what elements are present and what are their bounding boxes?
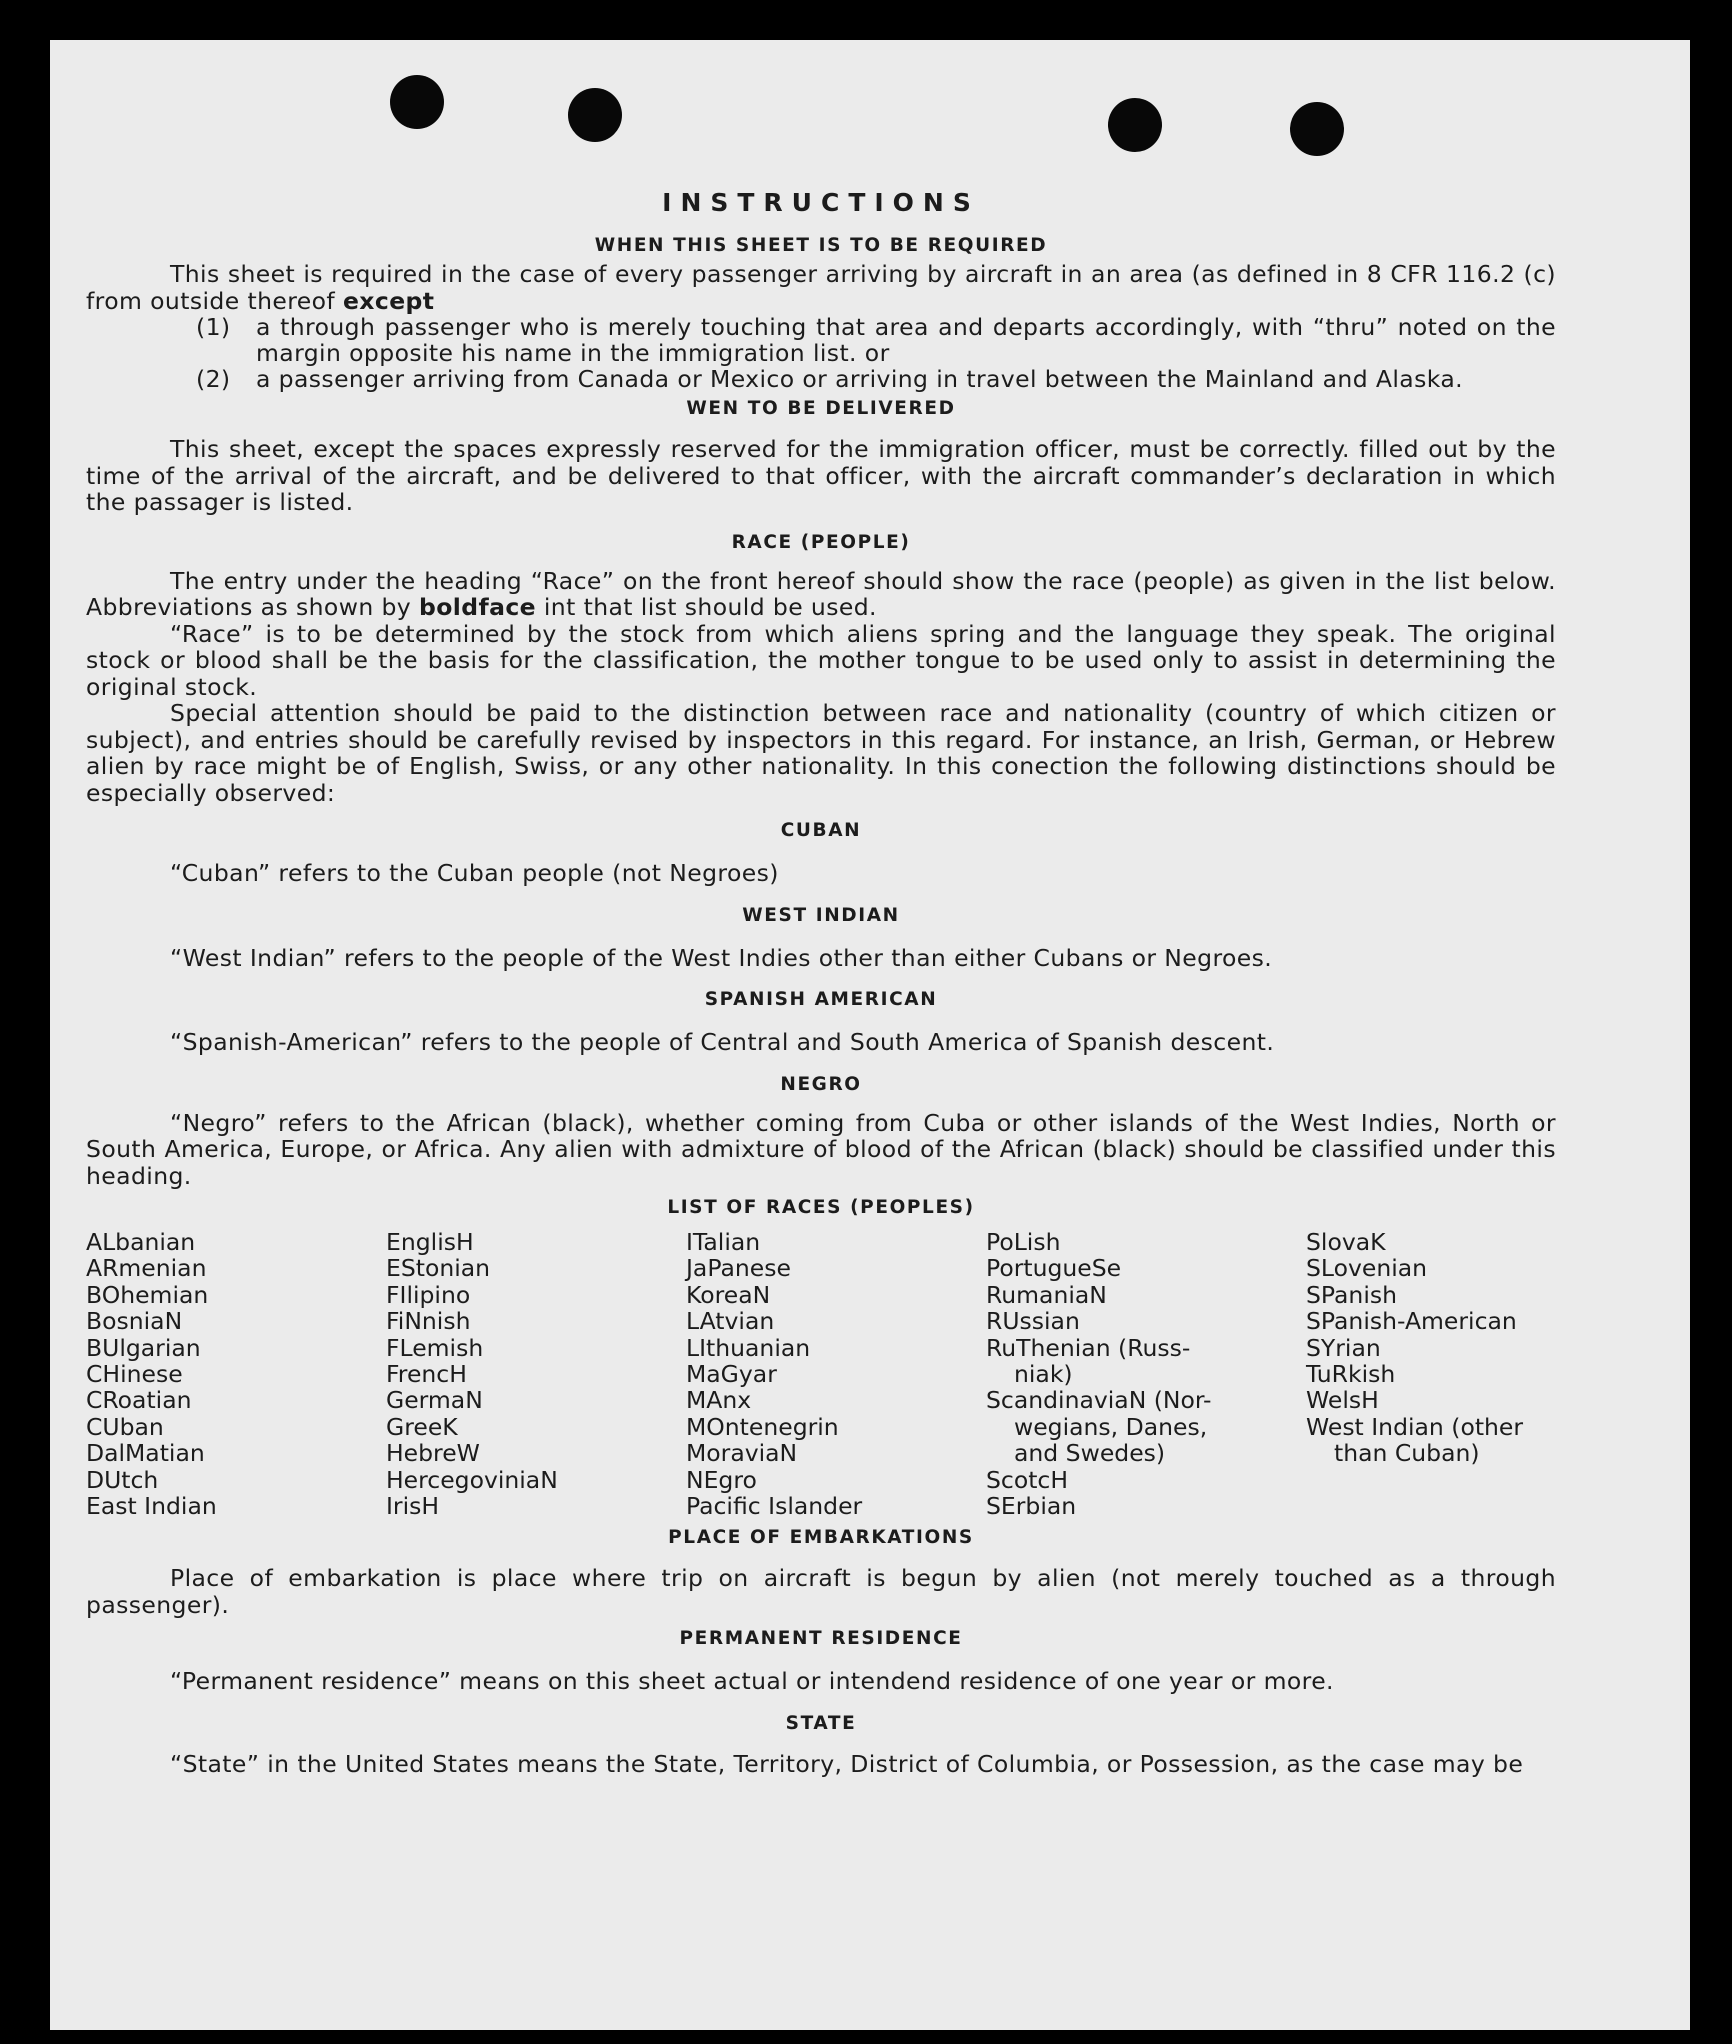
race-entry: SPanish-American: [1306, 1307, 1517, 1336]
punch-hole: [390, 75, 444, 129]
race-entry: RUssian: [986, 1307, 1080, 1336]
section-heading-embarkation: PLACE OF EMBARKATIONS: [668, 1527, 974, 1549]
race-entry: PortugueSe: [986, 1254, 1122, 1283]
race-entry: MAnx: [686, 1386, 752, 1415]
punch-hole: [568, 88, 622, 142]
race-entry: BUlgarian: [86, 1333, 201, 1362]
race-entry: IrisH: [386, 1492, 440, 1521]
race-entry: ALbanian: [86, 1228, 196, 1256]
spanish-american-text: “Spanish-American” refers to the people of Central and South America of Spanish descent.: [170, 1028, 1275, 1056]
section-heading-residence: PERMANENT RESIDENCE: [679, 1628, 963, 1650]
race-entry: NEgro: [686, 1465, 757, 1494]
race-entry: CHinese: [86, 1360, 183, 1389]
race-entry: WelsH: [1306, 1386, 1379, 1415]
race-entry: FrencH: [386, 1360, 467, 1389]
race-paragraph-3: Special attention should be paid to the distinction between race and nationality (country of which citizen or subject), and entries should be carefully revised by inspectors in this regard. For instance, an Irish, German, or Hebrew alien by race might be of English, Swiss, or any other nationality. In this conection the following distinctions should be especially observed:: [86, 699, 1556, 807]
race-entry: FiNnish: [386, 1307, 471, 1336]
race-entry: EStonian: [386, 1254, 491, 1283]
race-entry: ITalian: [686, 1228, 761, 1256]
race-paragraph-1: The entry under the heading “Race” on the front hereof should show the race (people) as given in the list below. Abbreviations as shown by boldface int that list should be used.: [86, 566, 1556, 621]
west-indian-text: “West Indian” refers to the people of the West Indies other than either Cubans or Negroes.: [170, 943, 1273, 972]
race-entry: HercegoviniaN: [386, 1465, 558, 1494]
race-entry: SLovenian: [1306, 1254, 1428, 1283]
section-heading-state: STATE: [785, 1712, 857, 1734]
race-entry: MoraviaN: [686, 1439, 798, 1468]
races-column: [986, 1229, 1306, 1519]
race-entry: CRoatian: [86, 1386, 192, 1415]
race-entry: BOhemian: [86, 1280, 209, 1309]
race-entry: TuRkish: [1306, 1360, 1396, 1389]
race-entry: GermaN: [386, 1386, 483, 1415]
section-heading-negro: NEGRO: [780, 1073, 862, 1095]
race-entry: FLemish: [386, 1333, 484, 1362]
negro-text: “Negro” refers to the African (black), whether coming from Cuba or other islands of the West Indies, North or South America, Europe, or Africa. Any alien with admixture of blood of the African (black) should be classified under this heading.: [86, 1108, 1556, 1190]
section-heading-list-of-races: LIST OF RACES (PEOPLES): [667, 1197, 975, 1218]
required-paragraph: This sheet is required in the case of every passenger arriving by aircraft in an area (as defined in 8 CFR 116.2 (c) from outside thereof except: [86, 260, 1556, 315]
races-column: [386, 1229, 686, 1519]
race-entry: ScandinaviaN (Nor-: [986, 1386, 1212, 1415]
race-entry: SlovaK: [1306, 1228, 1386, 1256]
document-body: [86, 188, 1556, 1777]
race-entry: JaPanese: [686, 1254, 791, 1283]
state-text: “State” in the United States means the State, Territory, District of Columbia, or Possession, as the case may be: [170, 1749, 1524, 1778]
race-entry: RuThenian (Russ-: [986, 1333, 1191, 1362]
race-entry: ARmenian: [86, 1254, 207, 1283]
race-paragraph-2: “Race” is to be determined by the stock from which aliens spring and the language they speak. The original stock or blood shall be the basis for the classification, the mother tongue to be used only to assist in determining the original stock.: [86, 619, 1556, 701]
residence-text: “Permanent residence” means on this sheet actual or intendend residence of one year or more.: [170, 1667, 1334, 1696]
race-entry: CUban: [86, 1412, 164, 1441]
race-entry: than Cuban): [1334, 1439, 1480, 1468]
races-column: [86, 1229, 386, 1519]
race-entry: and Swedes): [1014, 1439, 1166, 1468]
races-column: [1306, 1229, 1566, 1519]
punch-hole: [1108, 98, 1162, 152]
race-entry: ScotcH: [986, 1465, 1069, 1494]
section-heading-cuban: CUBAN: [780, 820, 862, 841]
races-list: [86, 1229, 1556, 1519]
cuban-text: “Cuban” refers to the Cuban people (not Negroes): [170, 859, 779, 887]
page-title: INSTRUCTIONS: [662, 188, 980, 217]
race-entry: MaGyar: [686, 1360, 777, 1389]
race-entry: PoLish: [986, 1228, 1061, 1256]
section-heading-race: RACE (PEOPLE): [731, 531, 911, 553]
race-entry: LAtvian: [686, 1307, 775, 1336]
race-entry: GreeK: [386, 1412, 458, 1441]
race-entry: MOntenegrin: [686, 1412, 839, 1441]
section-heading-west-indian: WEST INDIAN: [742, 904, 900, 926]
section-heading-spanish-american: SPANISH AMERICAN: [704, 989, 938, 1010]
race-entry: wegians, Danes,: [1014, 1412, 1208, 1441]
race-entry: West Indian (other: [1306, 1412, 1524, 1441]
list-item: (1) a through passenger who is merely touching that area and departs accordingly, with “thru” noted on the margin opposite his name in the immigration list. or: [196, 313, 1556, 367]
race-entry: RumaniaN: [986, 1280, 1107, 1309]
race-entry: Pacific Islander: [686, 1492, 863, 1521]
race-entry: niak): [1014, 1360, 1073, 1389]
section-heading-delivered: WEN TO BE DELIVERED: [686, 398, 956, 419]
list-item: (2) a passenger arriving from Canada or Mexico or arriving in travel between the Mainland and Alaska.: [196, 365, 1464, 393]
punch-hole: [1290, 102, 1344, 156]
race-entry: SPanish: [1306, 1280, 1397, 1309]
race-entry: KoreaN: [686, 1280, 771, 1309]
section-heading-required: WHEN THIS SHEET IS TO BE REQUIRED: [594, 235, 1048, 256]
races-column: [686, 1229, 986, 1519]
race-entry: EnglisH: [386, 1228, 474, 1256]
race-entry: DalMatian: [86, 1439, 205, 1468]
race-entry: HebreW: [386, 1439, 480, 1468]
race-entry: BosniaN: [86, 1307, 183, 1336]
race-entry: SErbian: [986, 1492, 1077, 1521]
race-entry: DUtch: [86, 1465, 159, 1494]
race-entry: FIlipino: [386, 1280, 471, 1309]
race-entry: LIthuanian: [686, 1333, 811, 1362]
embarkation-text: Place of embarkation is place where trip on aircraft is begun by alien (not merely touched as a through passenger).: [86, 1564, 1556, 1619]
delivered-paragraph: This sheet, except the spaces expressly reserved for the immigration officer, must be correctly. filled out by the time of the arrival of the aircraft, and be delivered to that officer, with the aircraft commander’s declaration in which the passager is listed.: [86, 435, 1556, 516]
race-entry: SYrian: [1306, 1333, 1381, 1362]
race-entry: East Indian: [86, 1492, 217, 1521]
